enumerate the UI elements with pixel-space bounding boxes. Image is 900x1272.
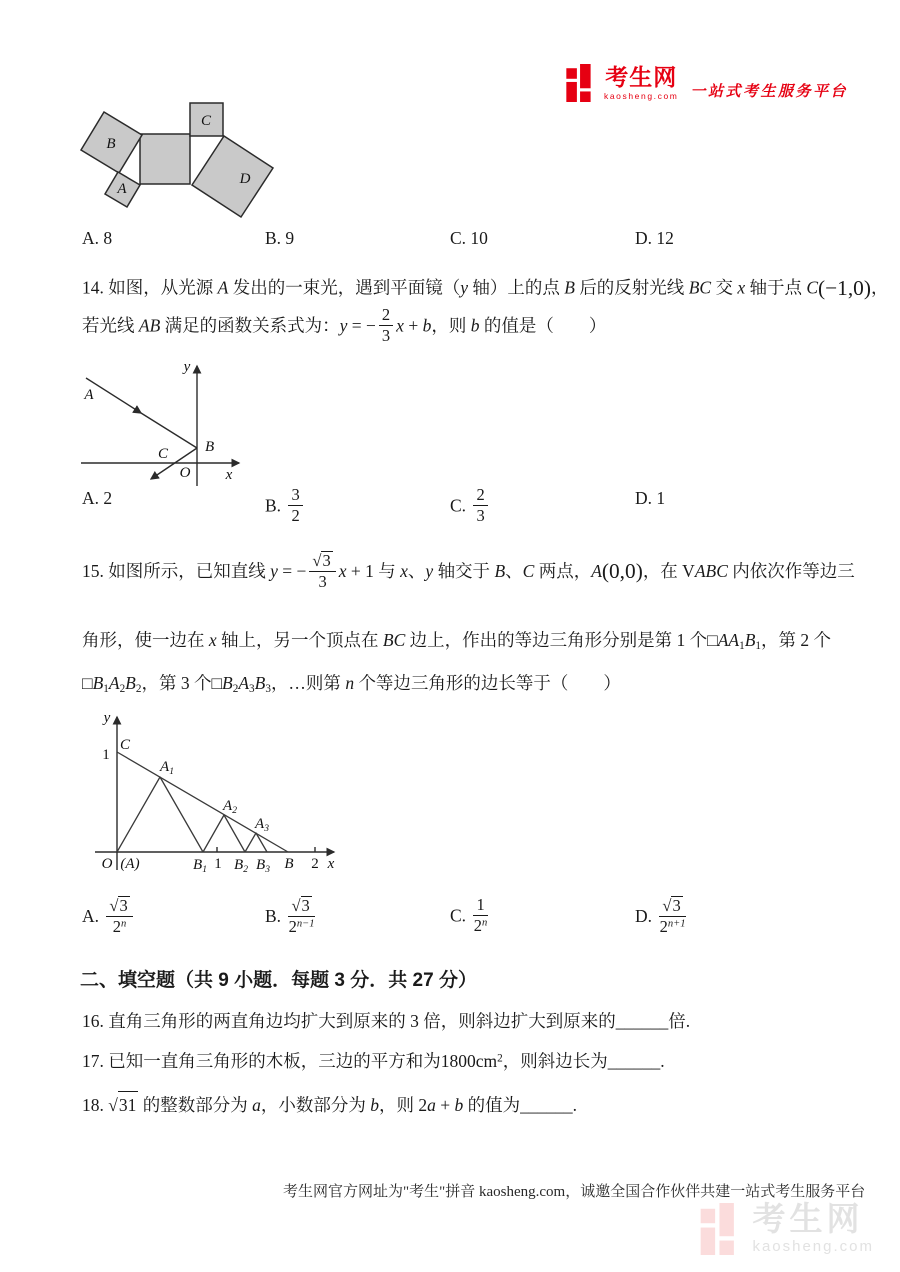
triangle-2 bbox=[203, 815, 245, 852]
q14-option-c: C. $\frac{2}{3}$ bbox=[450, 488, 491, 527]
label-c: C bbox=[119, 737, 131, 753]
q13-option-c: C. 10 bbox=[450, 228, 488, 248]
watermark-logo bbox=[692, 1202, 874, 1255]
label-y-axis: y bbox=[183, 359, 191, 375]
label-b3: $B_3$ bbox=[256, 857, 270, 875]
q15-text-line2: 角形，使一边在 x 轴上，另一个顶点在 BC 边上，作出的等边三角形分别是第 1 个$□AA_1B_1$，第 2 个 bbox=[82, 630, 832, 653]
label-b: B bbox=[284, 856, 294, 872]
label-a-paren: (A) bbox=[120, 856, 140, 872]
brand-name: 考生网 bbox=[605, 63, 678, 90]
label-x2: 2 bbox=[311, 856, 319, 872]
hypotenuse-line bbox=[117, 752, 288, 852]
watermark-domain: kaosheng.com bbox=[752, 1238, 874, 1255]
label-c: C bbox=[157, 446, 169, 462]
square-center bbox=[140, 134, 190, 184]
label-b2: $B_2$ bbox=[234, 857, 248, 875]
q18-text: 18. √31 的整数部分为 a，小数部分为 b，则 2a + b 的值为______. bbox=[82, 1091, 577, 1118]
q16-text: 16. 直角三角形的两直角边均扩大到原来的 3 倍，则斜边扩大到原来的______倍. bbox=[82, 1011, 691, 1031]
label-y-axis: y bbox=[103, 710, 111, 726]
label-b1: $B_1$ bbox=[193, 857, 207, 875]
site-logo bbox=[560, 64, 848, 102]
q14-option-d: D. 1 bbox=[635, 488, 666, 508]
q15-text-line3: $□B_1A_2B_2$，第 3 个$□B_2A_3B_3$，…则第 n 个等边三角形的边长等于（ ） bbox=[82, 673, 621, 696]
label-a: A bbox=[117, 181, 127, 197]
q13-option-b: B. 9 bbox=[265, 228, 295, 248]
q14-option-a: A. 2 bbox=[82, 488, 113, 508]
label-o: O bbox=[179, 465, 191, 481]
label-a1: $A_1$ bbox=[160, 759, 174, 777]
brand-tagline: 一站式考生服务平台 bbox=[690, 82, 848, 100]
footer-text: 考生网官方网址为"考生"拼音 kaosheng.com，诚邀全国合作伙伴共建一站式考生服务平台 bbox=[283, 1184, 866, 1200]
label-x-axis: x bbox=[327, 856, 335, 872]
triangle-1 bbox=[117, 777, 203, 852]
brand-domain: kaosheng.com bbox=[604, 90, 679, 101]
q13-squares-figure bbox=[78, 96, 328, 221]
q15-triangles-figure bbox=[88, 708, 343, 883]
label-x1: 1 bbox=[214, 856, 222, 872]
q15-option-a: A. $\frac{√3}{2^n}$ bbox=[82, 898, 136, 938]
q13-option-d: D. 12 bbox=[635, 228, 674, 248]
q14-option-b: B. $\frac{3}{2}$ bbox=[265, 488, 306, 527]
label-o: O bbox=[101, 856, 113, 872]
label-b: B bbox=[106, 136, 116, 152]
q15-option-d: D. $\frac{√3}{2^{n+1}}$ bbox=[635, 896, 686, 936]
watermark-brand: 考生网 bbox=[752, 1200, 864, 1237]
watermark-logo-icon bbox=[692, 1203, 744, 1255]
incident-ray bbox=[86, 378, 141, 413]
triangle-3 bbox=[245, 833, 267, 852]
incident-ray-tail bbox=[141, 413, 197, 448]
kaosheng-logo-icon bbox=[560, 64, 598, 102]
q17-text: 17. 已知一直角三角形的木板，三边的平方和为$1800cm^2$，则斜边长为______. bbox=[82, 1051, 665, 1071]
label-x-axis: x bbox=[225, 467, 233, 483]
logo-text bbox=[604, 63, 679, 101]
label-c: C bbox=[200, 113, 212, 129]
watermark-text bbox=[752, 1202, 874, 1255]
label-d: D bbox=[239, 171, 251, 187]
q15-option-c: C. $\frac{1}{2^n}$ bbox=[450, 895, 488, 935]
label-b: B bbox=[205, 439, 215, 455]
label-y1: 1 bbox=[102, 747, 110, 763]
label-a2: $A_2$ bbox=[223, 798, 237, 816]
q15-option-b: B. $\frac{√3}{2^{n-1}}$ bbox=[265, 896, 315, 936]
label-a3: $A_3$ bbox=[255, 816, 269, 834]
label-a: A bbox=[84, 387, 94, 403]
q15-text-line1: 15. 如图所示，已知直线 y = − $\frac{√3}{3}$ x + 1 与 x、y 轴交于 B、C 两点，A(0,0)，在 VABC 内依次作等边三 bbox=[82, 551, 855, 591]
section-2-heading: 二、填空题（共 9 小题．每题 3 分．共 27 分） bbox=[80, 970, 477, 991]
q14-text-line2: 若光线 AB 满足的函数关系式为：y = − $\frac{2}{3}$ x + b，则 b 的值是（ ） bbox=[82, 305, 607, 345]
q13-option-a: A. 8 bbox=[82, 228, 113, 248]
q14-reflection-figure bbox=[75, 358, 250, 493]
square-d bbox=[192, 136, 273, 217]
q14-text-line1: 14. 如图，从光源 A 发出的一束光，遇到平面镜（y 轴）上的点 B 后的反射光线 BC 交 x 轴于点 C(−1,0)， bbox=[82, 276, 889, 300]
